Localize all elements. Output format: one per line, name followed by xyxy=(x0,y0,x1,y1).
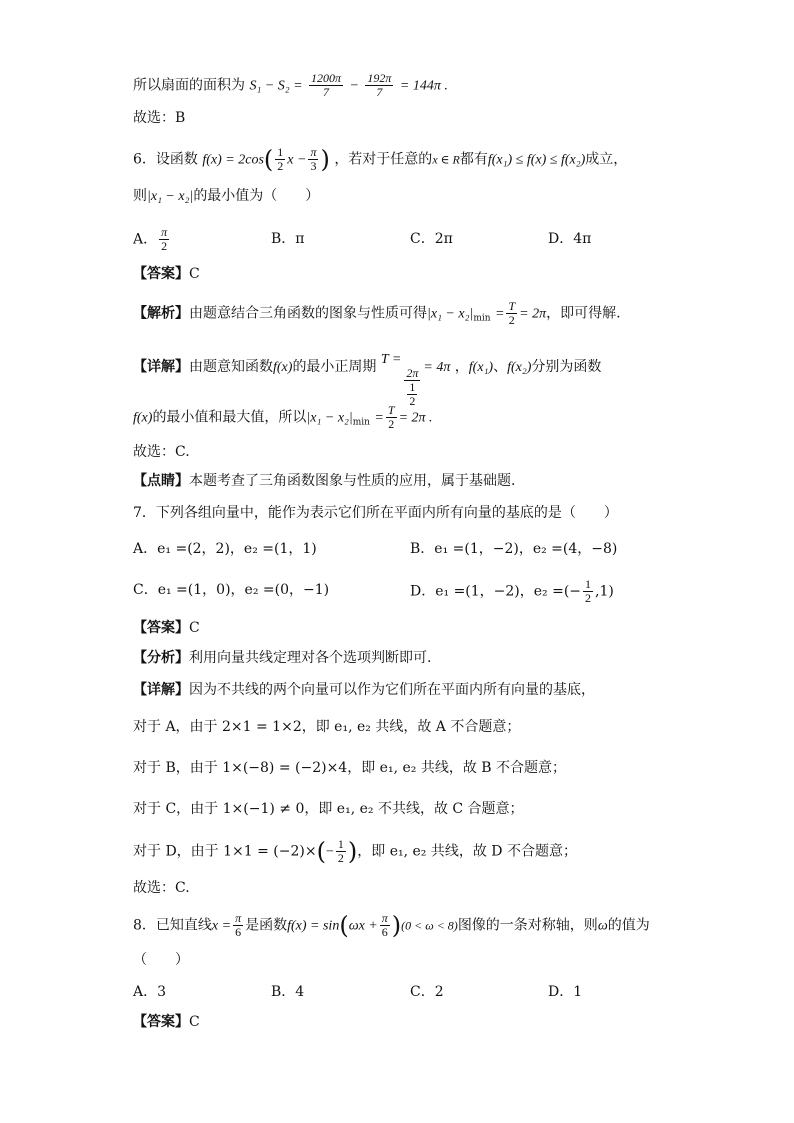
text: 6．设函数 xyxy=(133,151,198,168)
fraction xyxy=(308,146,318,173)
math: f(x) = sin xyxy=(287,918,340,934)
math: |x₁ − x₂| xyxy=(306,410,353,426)
fraction xyxy=(336,838,346,865)
frac-num: π xyxy=(381,911,388,925)
detail-case-c: 对于 C，由于 1×(−1) ≠ 0，即 e₁, e₂ 不共线，故 C 合题意； xyxy=(133,801,524,817)
option-a: A．e₁ =(2，2)，e₂ =(1，1) xyxy=(133,541,317,557)
answer-tag: 【答案】 xyxy=(133,1014,189,1030)
text: 成立， xyxy=(585,151,628,168)
math: f(x₁) xyxy=(468,360,494,375)
math: = 2π . xyxy=(398,410,433,426)
question-7: 7．下列各组向量中，能作为表示它们所在平面内所有向量的基底的是（ ） xyxy=(133,505,618,521)
detail-7 xyxy=(133,680,693,700)
answer-tag: 【答案】 xyxy=(133,266,189,282)
question-6 xyxy=(133,146,693,173)
math: = 4π xyxy=(423,360,451,375)
math: S₁ − S₂ = xyxy=(249,78,303,94)
math: ω xyxy=(597,918,608,934)
text: 的最小值和最大值，所以 xyxy=(152,409,307,426)
option-b: B．π xyxy=(271,231,305,247)
frac-num: π xyxy=(161,225,168,239)
option-a: A．3 xyxy=(133,984,167,1000)
math: x − xyxy=(287,152,307,168)
choice-line: 故选：B xyxy=(133,110,186,126)
text: 的值为 xyxy=(607,917,650,934)
math: x = xyxy=(211,918,232,934)
choice-line: 故选：C. xyxy=(133,880,190,896)
text: 8．已知直线 xyxy=(133,917,212,934)
frac-den: 2 xyxy=(161,239,168,253)
text: 图像的一条对称轴，则 xyxy=(457,917,598,934)
frac-den: 2 xyxy=(409,394,416,408)
frac-num: T xyxy=(508,299,516,313)
analysis-6 xyxy=(133,300,693,329)
question-8-blank: （ ） xyxy=(133,952,189,968)
option-d: D．4π xyxy=(548,231,592,247)
paren: ( xyxy=(263,145,274,174)
answer-6 xyxy=(133,264,693,284)
text: 的最小值为（ ） xyxy=(193,188,320,204)
frac-num: 2π xyxy=(406,366,419,380)
frac-num: 1200π xyxy=(311,71,342,85)
fraction xyxy=(583,578,593,605)
math: = xyxy=(494,306,505,322)
text: ，即可得解. xyxy=(546,305,621,322)
text: 本题考查了三角函数图象与性质的应用，属于基础题. xyxy=(189,473,516,489)
math: f(x) xyxy=(273,360,293,375)
frac-den: 6 xyxy=(381,925,388,939)
analysis-7 xyxy=(133,648,693,668)
text: 因为不共线的两个向量可以作为它们所在平面内所有向量的基底， xyxy=(189,682,595,698)
frac-den: 2 xyxy=(277,159,284,173)
option-b: B．4 xyxy=(271,984,305,1000)
fraction xyxy=(380,912,390,939)
frac-num: 192π xyxy=(367,71,392,85)
text: 都有 xyxy=(459,151,488,168)
math: |x₁ − x₂| xyxy=(427,306,474,322)
question-8 xyxy=(133,912,693,939)
answer-value: C xyxy=(189,620,200,636)
frac-den: 2 xyxy=(508,313,515,327)
detail-case-d: 对于 D，由于 1×1 = (−2)×(− $\frac{1}{2}$ )，即 e₁, e₂ 共线，故 D 不合题意； xyxy=(133,837,577,866)
analysis-tag: 【分析】 xyxy=(133,650,189,666)
math: f(x) xyxy=(133,410,153,426)
frac-num: 1 xyxy=(585,577,592,591)
math: − xyxy=(349,78,359,94)
answer-tag: 【答案】 xyxy=(133,620,189,636)
detail-case-b: 对于 B，由于 1×(−8) = (−2)×4，即 e₁, e₂ 共线，故 B 不合题意； xyxy=(133,760,567,776)
answer-7 xyxy=(133,618,693,638)
math: x ∈ R xyxy=(432,152,460,167)
math: T = xyxy=(380,352,402,367)
fraction xyxy=(386,404,397,431)
paren: ) xyxy=(320,145,330,174)
question-6-line2 xyxy=(133,186,693,207)
frac-den: 7 xyxy=(376,85,383,99)
fraction xyxy=(233,912,243,939)
paren: ( xyxy=(339,911,349,940)
option-d xyxy=(410,578,614,605)
math-sub: min xyxy=(473,313,491,324)
text: 由题意知函数 xyxy=(189,359,273,375)
option-c: C．e₁ =(1，0)，e₂ =(0，−1) xyxy=(133,582,330,598)
text: D．e₁ =(1，−2)，e₂ =(− xyxy=(410,583,582,600)
math: ωx + xyxy=(348,918,378,934)
option-d: D．1 xyxy=(548,984,583,1000)
comment-6 xyxy=(133,471,693,491)
text: 由题意结合三角函数的图象与性质可得 xyxy=(189,305,427,322)
detail-tag: 【详解】 xyxy=(133,359,189,375)
analysis-tag: 【解析】 xyxy=(133,305,189,322)
fraction xyxy=(365,72,393,99)
paren: ) xyxy=(347,837,358,866)
detail-6-line2 xyxy=(133,404,693,433)
math: f(x) = 2cos xyxy=(202,152,264,168)
frac-num: T xyxy=(387,403,395,417)
math: = 2π xyxy=(519,306,547,322)
math: = 144π . xyxy=(399,78,448,94)
option-c: C．2 xyxy=(410,984,444,1000)
text: 所以扇面的面积为 xyxy=(133,77,245,94)
paren: ) xyxy=(391,911,402,940)
sector-area-line xyxy=(133,72,693,99)
text: 的最小正周期 xyxy=(292,359,377,375)
paren: ( xyxy=(316,837,326,866)
frac-num: 1 xyxy=(409,380,416,394)
detail-tag: 【详解】 xyxy=(133,682,189,698)
frac-den: 3 xyxy=(310,159,317,173)
math: |x₁ − x₂| xyxy=(147,189,194,204)
frac-num: 1 xyxy=(277,145,284,159)
fraction xyxy=(506,300,517,327)
detail-6 xyxy=(133,350,693,408)
fraction xyxy=(159,226,169,253)
text: ,1) xyxy=(595,583,614,600)
frac-den: 2 xyxy=(337,851,344,865)
text: ，若对于任意的 xyxy=(334,151,433,168)
choice-line: 故选：C. xyxy=(133,444,190,460)
label: A． xyxy=(133,231,158,248)
answer-8 xyxy=(133,1012,693,1032)
text: 则 xyxy=(133,188,147,204)
frac-den: 2 xyxy=(388,417,395,431)
text: 对于 D，由于 1×1 = (−2)× xyxy=(133,843,317,860)
frac-num: π xyxy=(235,911,242,925)
text: ，即 e₁, e₂ 共线，故 D 不合题意； xyxy=(357,843,577,860)
answer-value: C xyxy=(189,1014,200,1030)
option-c: C．2π xyxy=(410,231,453,247)
frac-num: π xyxy=(310,145,317,159)
detail-case-a: 对于 A，由于 2×1 = 1×2，即 e₁, e₂ 共线，故 A 不合题意； xyxy=(133,719,521,735)
math: f(x₂) xyxy=(507,360,532,375)
text: 利用向量共线定理对各个选项判断即可. xyxy=(189,650,432,666)
text: 分别为函数 xyxy=(531,359,602,375)
option-a xyxy=(133,226,171,253)
fraction xyxy=(275,146,285,173)
answer-value: C xyxy=(189,266,200,282)
text: 是函数 xyxy=(245,917,288,934)
option-b: B．e₁ =(1，−2)，e₂ =(4，−8) xyxy=(410,541,618,557)
math: f(x₁) ≤ f(x) ≤ f(x₂) xyxy=(487,152,586,168)
fraction xyxy=(403,367,421,408)
frac-den: 2 xyxy=(585,591,592,605)
frac-num: 1 xyxy=(337,837,344,851)
comment-tag: 【点睛】 xyxy=(133,473,189,489)
frac-den: 7 xyxy=(323,85,330,99)
math: = xyxy=(374,410,384,426)
math: (0 < ω < 8) xyxy=(401,918,458,933)
text: ， xyxy=(454,359,469,375)
frac-den: 6 xyxy=(235,925,242,939)
fraction xyxy=(309,72,343,99)
text: 、 xyxy=(493,359,508,375)
math-sub: min xyxy=(352,417,370,428)
